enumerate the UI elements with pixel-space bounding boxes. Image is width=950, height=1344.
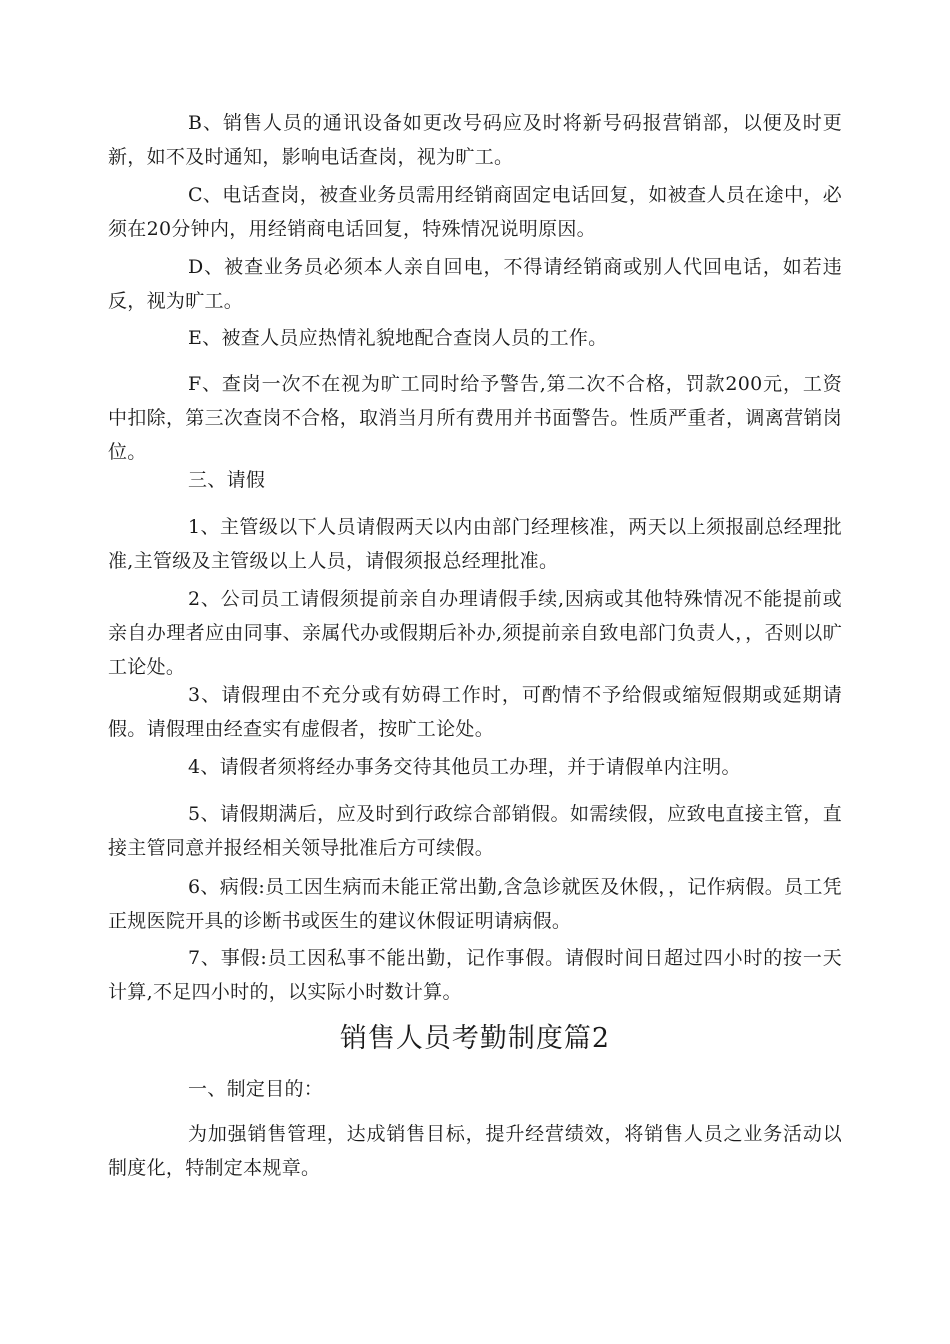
leave-item-7: 7、事假:员工因私事不能出勤，记作事假。请假时间日超过四小时的按一天计算,不足四小时的，以实际小时数计算。 <box>108 947 842 1003</box>
paragraph-f: F、查岗一次不在视为旷工同时给予警告,第二次不合格，罚款200元，工资中扣除，第三次查岗不合格，取消当月所有费用并书面警告。性质严重者，调离营销岗位。 <box>108 373 842 463</box>
paragraph-b: B、销售人员的通讯设备如更改号码应及时将新号码报营销部，以便及时更新，如不及时通知，影响电话查岗，视为旷工。 <box>108 112 842 168</box>
paragraph-d: D、被查业务员必须本人亲自回电，不得请经销商或别人代回电话，如若违反，视为旷工。 <box>108 256 842 312</box>
leave-item-3: 3、请假理由不充分或有妨碍工作时，可酌情不予给假或缩短假期或延期请假。请假理由经查实有虚假者，按旷工论处。 <box>108 684 842 740</box>
purpose-heading: 一、制定目的： <box>188 1078 324 1100</box>
paragraph-e: E、被查人员应热情礼貌地配合查岗人员的工作。 <box>188 327 608 349</box>
leave-item-6: 6、病假:员工因生病而未能正常出勤,含急诊就医及休假，，记作病假。员工凭正规医院开具的诊断书或医生的建议休假证明请病假。 <box>108 876 842 932</box>
section-title: 销售人员考勤制度篇2 <box>339 1023 611 1054</box>
leave-item-2: 2、公司员工请假须提前亲自办理请假手续,因病或其他特殊情况不能提前或亲自办理者应由同事、亲属代办或假期后补办,须提前亲自致电部门负责人，，否则以旷工论处。 <box>108 588 842 678</box>
paragraph-c: C、电话查岗，被查业务员需用经销商固定电话回复，如被查人员在途中，必须在20分钟内，用经销商电话回复，特殊情况说明原因。 <box>108 184 842 240</box>
leave-item-1: 1、主管级以下人员请假两天以内由部门经理核准，两天以上须报副总经理批准,主管级及主管级以上人员，请假须报总经理批准。 <box>108 516 842 572</box>
section-heading-leave: 三、请假 <box>188 469 266 491</box>
leave-item-5: 5、请假期满后，应及时到行政综合部销假。如需续假，应致电直接主管，直接主管同意并报经相关领导批准后方可续假。 <box>108 803 842 859</box>
leave-item-4: 4、请假者须将经办事务交待其他员工办理，并于请假单内注明。 <box>188 756 741 778</box>
purpose-paragraph: 为加强销售管理，达成销售目标，提升经营绩效，将销售人员之业务活动以制度化，特制定本规章。 <box>108 1123 842 1179</box>
